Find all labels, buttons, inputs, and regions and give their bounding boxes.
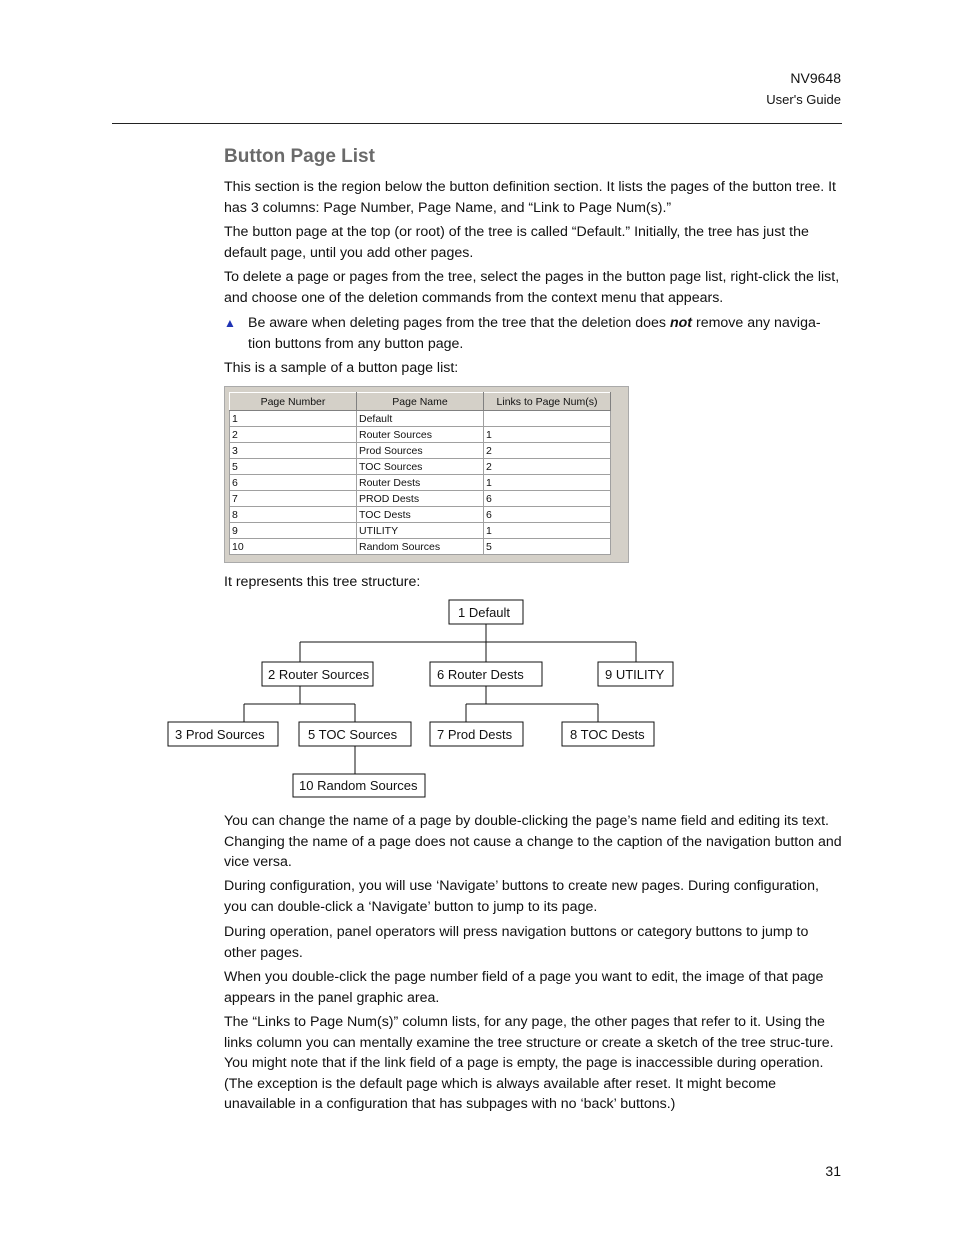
warning-triangle-icon: ▲ xyxy=(224,316,236,330)
tree-intro: It represents this tree structure: xyxy=(224,574,421,590)
doc-title: NV9648 xyxy=(790,70,841,86)
table-row: 1 Default xyxy=(230,411,611,427)
button-page-list-table xyxy=(229,392,611,555)
paragraph-configuration: During configuration, you will use ‘Navigate’ buttons to create new pages. During configuration, you can double-click a ‘Navigate’ button to jump to its page. xyxy=(224,878,819,915)
table-row: 10 Random Sources 5 xyxy=(230,539,611,555)
tree-label-router-dests: 6 Router Dests xyxy=(437,667,524,682)
tree-label-utility: 9 UTILITY xyxy=(605,667,665,682)
column-header-page-name: Page Name xyxy=(357,393,484,411)
tree-label-random-sources: 10 Random Sources xyxy=(299,778,418,793)
paragraph-rename: You can change the name of a page by double-clicking the page’s name field and editing its text. Changing the name of a page does not cause a change to the caption of the navigation button and vice versa. xyxy=(224,813,842,870)
table-row: 6 Router Dests 1 xyxy=(230,475,611,491)
tree-label-default: 1 Default xyxy=(458,605,511,620)
tree-label-prod-dests: 7 Prod Dests xyxy=(437,727,513,742)
paragraph-intro: This section is the region below the button definition section. It lists the pages of the button tree. It has 3 columns: Page Number, Page Name, and “Link to Page Num(s).” xyxy=(224,179,837,216)
tree-diagram xyxy=(160,596,690,802)
paragraph-edit: When you double-click the page number field of a page you want to edit, the image of that page appears in the panel graphic area. xyxy=(224,969,824,1006)
header-rule xyxy=(112,123,842,124)
tree-connectors xyxy=(244,624,636,774)
paragraph-links: The “Links to Page Num(s)” column lists, for any page, the other pages that refer to it. Using the links column you can mentally examine the tree structure or create a sketch of the tree struc-ture. You might note that if the link field of a page is empty, the page is inaccessible during operation. (The exception is the default page which is always available after reset. It might become unavailable in a configuration that has subpages with no ‘back’ buttons.) xyxy=(224,1014,834,1112)
table-row: 9 UTILITY 1 xyxy=(230,523,611,539)
paragraph-delete: To delete a page or pages from the tree, select the pages in the button page list, right-click the list, and choose one of the deletion commands from the context menu that appears. xyxy=(224,269,840,306)
table-row: 2 Router Sources 1 xyxy=(230,427,611,443)
tree-label-toc-dests: 8 TOC Dests xyxy=(570,727,645,742)
tree-label-prod-sources: 3 Prod Sources xyxy=(175,727,265,742)
tree-label-toc-sources: 5 TOC Sources xyxy=(308,727,398,742)
bullet-emphasis: not xyxy=(669,315,693,331)
bullet-note: Be aware when deleting pages from the tree that the deletion does not remove any naviga-tion buttons from any button page. xyxy=(248,315,821,352)
sample-intro: This is a sample of a button page list: xyxy=(224,360,459,376)
tree-label-router-sources: 2 Router Sources xyxy=(268,667,370,682)
column-header-links: Links to Page Num(s) xyxy=(484,393,611,411)
page-number: 31 xyxy=(825,1163,841,1179)
paragraph-default: The button page at the top (or root) of the tree is called “Default.” Initially, the tree has just the default page, until you add other pages. xyxy=(224,224,809,261)
table-row: 7 PROD Dests 6 xyxy=(230,491,611,507)
button-page-list-screenshot xyxy=(224,386,629,563)
table-row: 3 Prod Sources 2 xyxy=(230,443,611,459)
doc-subtitle: User's Guide xyxy=(766,92,841,107)
table-row: 5 TOC Sources 2 xyxy=(230,459,611,475)
paragraph-operation: During operation, panel operators will press navigation buttons or category buttons to jump to other pages. xyxy=(224,924,809,961)
column-header-page-number: Page Number xyxy=(230,393,357,411)
table-row: 8 TOC Dests 6 xyxy=(230,507,611,523)
section-title: Button Page List xyxy=(224,146,375,167)
